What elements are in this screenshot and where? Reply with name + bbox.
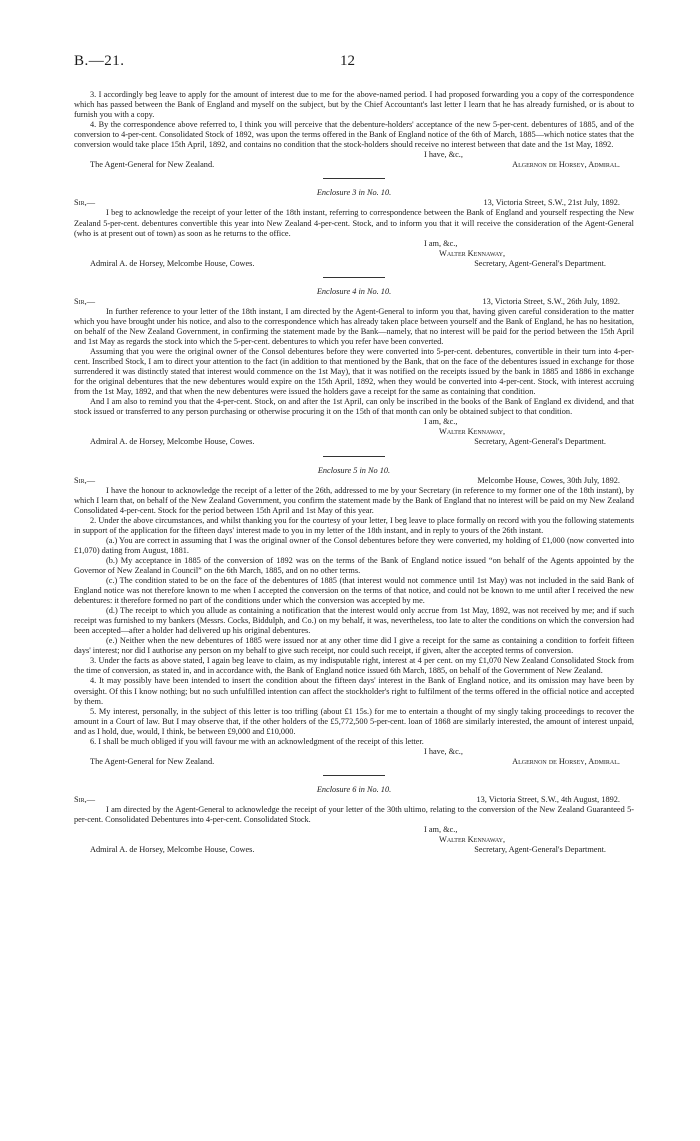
salutation-row: [74, 297, 634, 307]
recipient: Admiral A. de Horsey, Melcombe House, Cowes.: [90, 845, 255, 855]
address-date: 13, Victoria Street, S.W., 21st July, 1892.: [483, 198, 620, 208]
recipient: Admiral A. de Horsey, Melcombe House, Cowes.: [90, 437, 255, 447]
salutation-row: [74, 476, 634, 486]
section-divider: [323, 775, 385, 776]
salutation-row: [74, 198, 634, 208]
paragraph: 5. My interest, personally, in the subject of this letter is too trifling (about £1 15s.) for me to entertain a thought of my singly taking proceedings to recover the amount in a Court of law. But I may observe that, if the other holders of the £5,772,500 5-per-cent. loan of 1868 are similarly interested, the amount of interest unpaid, and as I hold, due, would, I think, be between £9,000 and £10,000.: [74, 706, 634, 736]
paragraph: 4. It may possibly have been intended to insert the condition about the fifteen days' interest in the Bank of England notice, and its omission may have been by oversight. Of this I know nothing; but no such unfulfilled intention can affect the stockholder's right to fulfilment of the terms offered in the official notice and accepted by them.: [74, 676, 634, 706]
paragraph: 6. I shall be much obliged if you will favour me with an acknowledgment of the receipt of this letter.: [90, 736, 424, 746]
closing: I have, &c.,: [424, 150, 463, 160]
enclosure-heading: Enclosure 3 in No. 10.: [316, 188, 392, 198]
list-item: (c.) The condition stated to be on the face of the debentures of 1885 (that interest would not commence until 1st May) was not included in the said Bank of England notice was not therefore known to me when I accepted the conversion on the terms of that notice, and could not be known to me until after I received the new debentures: it therefore formed no part of the conditions under which the conversion was accepted by me.: [74, 576, 634, 606]
list-item: (b.) My acceptance in 1885 of the conversion of 1892 was on the terms of the Bank of England notice issued “on behalf of the Agents appointed by the Governor of New Zealand in Council” on the 6th March, 1885, and on no other terms.: [74, 555, 634, 575]
closing: I have, &c.,: [424, 746, 463, 756]
address-date: 13, Victoria Street, S.W., 4th August, 1892.: [476, 794, 620, 804]
salutation-row: [74, 795, 634, 805]
closing: I am, &c.,: [424, 417, 458, 427]
signature-row: [74, 437, 634, 447]
page-header: [74, 53, 634, 72]
salutation: Sir,—: [74, 794, 95, 804]
signatory: Algernon de Horsey, Admiral.: [512, 160, 620, 170]
signatory: Walter Kennaway,: [439, 248, 506, 258]
signatory-title: Secretary, Agent-General's Department.: [474, 845, 606, 855]
paragraph: 3. Under the facts as above stated, I again beg leave to claim, as my indisputable right, interest at 4 per cent. on my £1,070 New Zealand Consolidated Stock from the time of conversion, as stated in, and in accordance with, the Bank of England notice issued 6th March, 1885, on behalf of the Government of New Zealand.: [74, 656, 634, 676]
signatory-title: Secretary, Agent-General's Department.: [474, 437, 606, 447]
salutation: Sir,—: [74, 296, 95, 306]
address-date: 13, Victoria Street, S.W., 26th July, 1892.: [482, 296, 620, 306]
list-item: (e.) Neither when the new debentures of 1885 were issued nor at any other time did I give a receipt for the same as containing a condition to forfeit fifteen days' interest; nor did I authorise any person on my behalf to give such receipt, nor could such receipt, if given, alter the accepted terms of conversion.: [74, 636, 634, 656]
signature-row: [74, 160, 634, 170]
paragraph: And I am also to remind you that the 4-per-cent. Stock, on and after the 1st April, can only be inscribed in the books of the Bank of England ex dividend, and that stock issued or transferred to any person purchasing or otherwise procuring it on the 15th of that month can only be obtained subject to that condition.: [74, 397, 634, 417]
address-date: Melcombe House, Cowes, 30th July, 1892.: [477, 475, 620, 485]
signature-row: [74, 259, 634, 269]
list-item: (d.) The receipt to which you allude as containing a notification that the interest would only accrue from 1st May, 1892, was not received by me; and if such receipt was furnished to my bankers (Messrs. Cocks, Biddulph, and Co.) on my behalf, it was, nevertheless, too late to alter the conditions on which the conversion had been accepted—after a holder had delivered up his original debentures.: [74, 606, 634, 636]
enclosure-heading: Enclosure 6 in No. 10.: [316, 784, 392, 794]
signatory: Walter Kennaway,: [439, 835, 506, 845]
salutation: Sir,—: [74, 198, 95, 208]
enclosure-heading: Enclosure 4 in No. 10.: [316, 286, 392, 296]
salutation: Sir,—: [74, 475, 95, 485]
list-item: (a.) You are correct in assuming that I was the original owner of the Consol debentures before they were converted, my holding of £1,000 (now converted into £1,070) dating from August, 1881.: [74, 535, 634, 555]
signatory: Algernon de Horsey, Admiral.: [512, 756, 620, 766]
closing: I am, &c.,: [424, 238, 458, 248]
page-number: 12: [340, 53, 355, 69]
signature-row: [74, 845, 634, 855]
closing: I am, &c.,: [424, 825, 458, 835]
section-divider: [323, 178, 385, 179]
document-code: B.—21.: [74, 53, 125, 69]
signatory-title: Secretary, Agent-General's Department.: [474, 258, 606, 268]
signatory: Walter Kennaway,: [439, 427, 506, 437]
enclosure-heading: Enclosure 5 in No 10.: [317, 465, 391, 475]
section-divider: [323, 277, 385, 278]
section-divider: [323, 456, 385, 457]
recipient: The Agent-General for New Zealand.: [90, 756, 215, 766]
recipient: Admiral A. de Horsey, Melcombe House, Cowes.: [90, 258, 255, 268]
paragraph: 2. Under the above circumstances, and whilst thanking you for the courtesy of your letter, I beg leave to place formally on record with you the following statements in support of the application for the fifteen days' interest made to you in my letter of the 18th instant, and in reply to yours of the 26th instant.: [74, 515, 634, 535]
document-body: [74, 90, 634, 855]
paragraph: In further reference to your letter of the 18th instant, I am directed by the Agent-General to inform you that, having given careful consideration to the matter which you have brought under his notice, and also to the correspondence which has already taken place between yourself and the Bank of England, he has no hesitation, on behalf of the New Zealand Government, in confirming the statement made by the Bank—namely, that no interest will be paid for the period between the 15th April and 1st May as regards the stock into which the 5-per-cent. debentures to which you refer have been converted.: [74, 306, 634, 346]
paragraph: I have the honour to acknowledge the receipt of a letter of the 26th, addressed to me by your Secretary (in reference to my former one of the 18th instant), by which I learn that, on behalf of the New Zealand Government, you confirm the statement made by the Bank of England that no interest will be paid on my New Zealand Consolidated 4-per-cent. Stock for the period between 15th April and 1st May of this year.: [74, 485, 634, 515]
paragraph: 3. I accordingly beg leave to apply for the amount of interest due to me for the above-named period. I had proposed forwarding you a copy of the correspondence which has passed between the Bank of England and myself on the subject, but by the Chief Accountant's last letter I learn that he has already furnished, or is about to furnish you with a copy.: [74, 90, 634, 120]
paragraph: Assuming that you were the original owner of the Consol debentures before they were converted into 5-per-cent. debentures, convertible in their turn into 4-per-cent. Inscribed Stock, I am to direct your attention to the fact (in addition to that mentioned by the Bank, that on the face of the debentures issued in exchange for those surrendered it was distinctly stated that interest would commence on the 1st May), that it was notified on the receipts issued by the bank in 1885 and 1886 in exchange for the original debentures that the new debentures would expire on the 15th April, 1892, when they would be converted into 4-per-cent. Stock, with interest accruing from the 1st May, 1892, and that when the new debentures were issued the holders gave a receipt for the same as containing that condition.: [74, 347, 634, 397]
paragraph: I beg to acknowledge the receipt of your letter of the 18th instant, referring to correspondence between the Bank of England and yourself respecting the New Zealand 5-per-cent. debentures convertible this year into New Zealand 4-per-cent. Stock, and to inform you that it will receive the consideration of the Agent-General (who is at present out of town) as soon as he returns to the office.: [74, 208, 634, 238]
signature-row: [74, 757, 634, 767]
recipient: The Agent-General for New Zealand.: [90, 160, 215, 170]
paragraph: 4. By the correspondence above referred to, I think you will perceive that the debenture-holders' acceptance of the new 5-per-cent. debentures of 1885, and of the conversion to 4-per-cent. Consolidated Stock of 1892, was upon the terms offered in the Bank of England notice of the 6th of March, 1885—which notice states that the conversion would take place 15th April, 1892, and contains no condition that the stock-holders should receive no interest between that date and the 1st May, 1892.: [74, 120, 634, 150]
paragraph: I am directed by the Agent-General to acknowledge the receipt of your letter of the 30th ultimo, relating to the conversion of the New Zealand Guaranteed 5-per-cent. Consolidated Debentures into 4-per-cent. Consolidated Stock.: [74, 805, 634, 825]
